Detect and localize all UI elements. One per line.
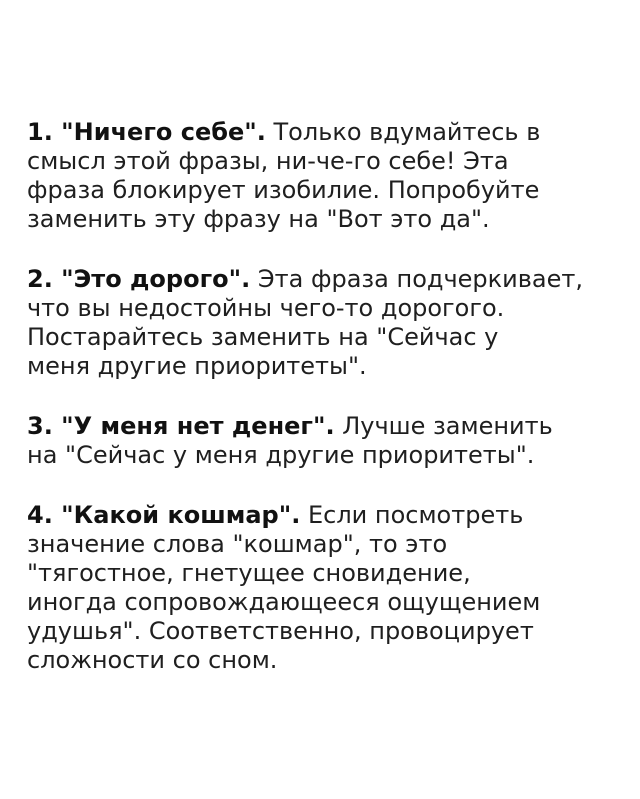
text-line <box>27 412 617 441</box>
item-text: Лучше заменить <box>334 412 553 440</box>
text-line: смысл этой фразы, ни-че-го себе! Эта <box>27 147 509 175</box>
text-line <box>27 118 617 147</box>
text-line: меня другие приоритеты". <box>27 352 367 380</box>
list-item <box>27 501 617 675</box>
text-content <box>27 118 617 706</box>
item-text: Эта фраза подчеркивает, <box>250 265 583 293</box>
item-title: 4. "Какой кошмар". <box>27 501 301 529</box>
list-item <box>27 412 617 470</box>
text-line: что вы недостойны чего-то дорогого. <box>27 294 505 322</box>
text-line: "тягостное, гнетущее сновидение, <box>27 559 471 587</box>
text-line: удушья". Соответственно, провоцирует <box>27 617 534 645</box>
text-line <box>27 265 617 294</box>
text-line: иногда сопровождающееся ощущением <box>27 588 541 616</box>
text-line <box>27 501 617 530</box>
text-line: значение слова "кошмар", то это <box>27 530 448 558</box>
text-line: заменить эту фразу на "Вот это да". <box>27 205 490 233</box>
text-line: на "Сейчас у меня другие приоритеты". <box>27 441 535 469</box>
list-item <box>27 265 617 381</box>
item-text: Если посмотреть <box>300 501 524 529</box>
item-text: Только вдумайтесь в <box>265 118 541 146</box>
text-line: Постарайтесь заменить на "Сейчас у <box>27 323 499 351</box>
list-item <box>27 118 617 234</box>
item-title: 2. "Это дорого". <box>27 265 251 293</box>
item-title: 1. "Ничего себе". <box>27 118 266 146</box>
item-title: 3. "У меня нет денег". <box>27 412 335 440</box>
text-line: фраза блокирует изобилие. Попробуйте <box>27 176 540 204</box>
text-line: сложности со сном. <box>27 646 278 674</box>
